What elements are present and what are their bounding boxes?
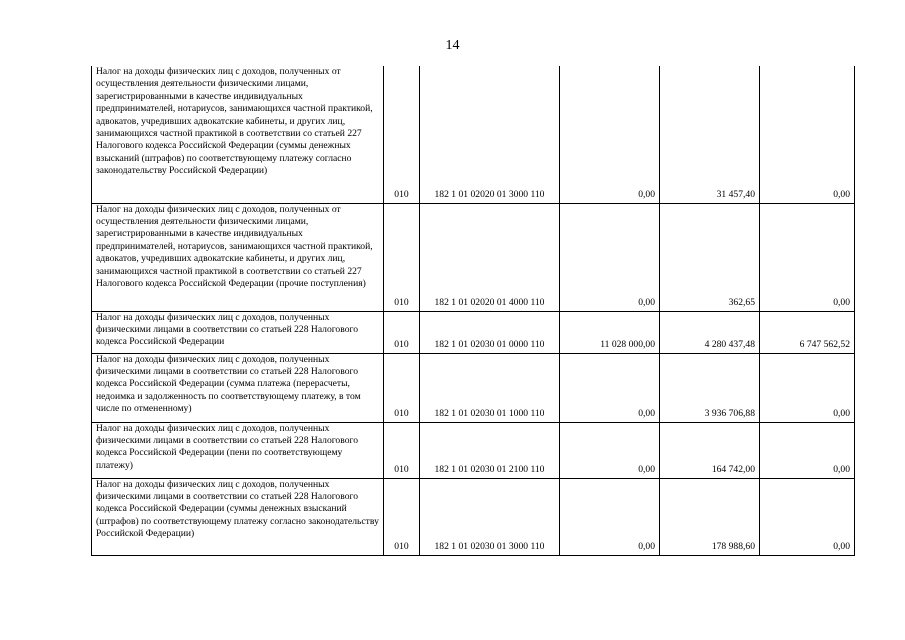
table-row <box>92 422 855 478</box>
page-number: 14 <box>445 38 460 53</box>
row-kbk: 182 1 01 02030 01 3000 110 <box>420 478 560 555</box>
table-row <box>92 203 855 311</box>
row-code: 010 <box>384 203 420 311</box>
row-approved: 0,00 <box>560 422 660 478</box>
row-name: Налог на доходы физических лиц с доходов, полученных от осуществления деятельности физическими лицами, зарегистрированными в качестве индивидуальных предпринимателей, нотариусов, занимающихся частной практикой, адвокатов, учредивших адвокатские кабинеты, и других лиц, занимающихся частной практикой в соответствии со статьей 227 Налогового кодекса Российской Федерации (прочие поступления) <box>92 203 384 311</box>
row-name: Налог на доходы физических лиц с доходов, полученных от осуществления деятельности физическими лицами, зарегистрированными в качестве индивидуальных предпринимателей, нотариусов, занимающихся частной практикой, адвокатов, учредивших адвокатские кабинеты, и других лиц, занимающихся частной практикой в соответствии со статьей 227 Налогового кодекса Российской Федерации (суммы денежных взысканий (штрафов) по соответствующему платежу согласно законодательству Российской Федерации) <box>92 66 384 203</box>
row-kbk: 182 1 01 02030 01 2100 110 <box>420 422 560 478</box>
row-code: 010 <box>384 478 420 555</box>
row-code: 010 <box>384 311 420 353</box>
row-kbk: 182 1 01 02020 01 4000 110 <box>420 203 560 311</box>
row-executed: 164 742,00 <box>660 422 760 478</box>
row-approved: 0,00 <box>560 353 660 422</box>
table-row <box>92 66 855 203</box>
row-name: Налог на доходы физических лиц с доходов, полученных физическими лицами в соответствии со статьей 228 Налогового кодекса Российской Федерации (пени по соответствующему платежу) <box>92 422 384 478</box>
row-approved: 0,00 <box>560 66 660 203</box>
row-name: Налог на доходы физических лиц с доходов, полученных физическими лицами в соответствии со статьей 228 Налогового кодекса Российской Федерации <box>92 311 384 353</box>
row-unexecuted: 6 747 562,52 <box>760 311 855 353</box>
row-code: 010 <box>384 353 420 422</box>
row-unexecuted: 0,00 <box>760 422 855 478</box>
row-executed: 3 936 706,88 <box>660 353 760 422</box>
row-executed: 31 457,40 <box>660 66 760 203</box>
row-approved: 0,00 <box>560 478 660 555</box>
table-row <box>92 353 855 422</box>
row-unexecuted: 0,00 <box>760 66 855 203</box>
row-kbk: 182 1 01 02030 01 1000 110 <box>420 353 560 422</box>
row-executed: 4 280 437,48 <box>660 311 760 353</box>
row-unexecuted: 0,00 <box>760 478 855 555</box>
row-executed: 362,65 <box>660 203 760 311</box>
row-unexecuted: 0,00 <box>760 353 855 422</box>
row-kbk: 182 1 01 02020 01 3000 110 <box>420 66 560 203</box>
table-row <box>92 311 855 353</box>
row-code: 010 <box>384 66 420 203</box>
income-report-table <box>91 66 855 556</box>
row-name: Налог на доходы физических лиц с доходов, полученных физическими лицами в соответствии со статьей 228 Налогового кодекса Российской Федерации (сумма платежа (перерасчеты, недоимка и задолженность по соответствующему платежу, в том числе по отмененному) <box>92 353 384 422</box>
row-name: Налог на доходы физических лиц с доходов, полученных физическими лицами в соответствии со статьей 228 Налогового кодекса Российской Федерации (суммы денежных взысканий (штрафов) по соответствующему платежу согласно законодательству Российской Федерации) <box>92 478 384 555</box>
row-approved: 0,00 <box>560 203 660 311</box>
table-row <box>92 478 855 555</box>
row-code: 010 <box>384 422 420 478</box>
row-unexecuted: 0,00 <box>760 203 855 311</box>
row-kbk: 182 1 01 02030 01 0000 110 <box>420 311 560 353</box>
row-approved: 11 028 000,00 <box>560 311 660 353</box>
row-executed: 178 988,60 <box>660 478 760 555</box>
